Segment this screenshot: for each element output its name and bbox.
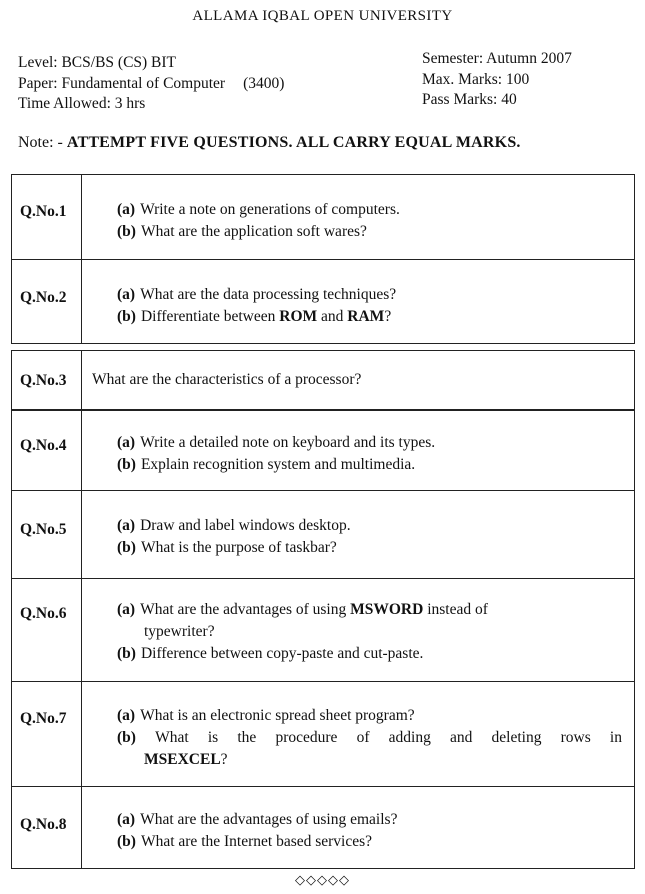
instructions-note <box>18 134 521 152</box>
semester-line: Semester: Autumn 2007 <box>422 50 572 67</box>
question-number: Q.No.4 <box>12 411 82 490</box>
part-a: What are the advantages of using MSWORD instead of <box>140 601 488 618</box>
question-number: Q.No.2 <box>12 260 82 343</box>
question-body: (a) What are the data processing techniques? (b) Differentiate between ROM and RAM? <box>117 286 397 325</box>
part-a: What is an electronic spread sheet program? <box>140 707 415 724</box>
note-text: ATTEMPT FIVE QUESTIONS. ALL CARRY EQUAL MARKS. <box>66 134 521 151</box>
question-body: (a) Draw and label windows desktop. (b) What is the purpose of taskbar? <box>117 517 351 556</box>
university-title: ALLAMA IQBAL OPEN UNIVERSITY <box>192 8 453 24</box>
part-a-continued: typewriter? <box>144 623 215 640</box>
pass-marks-line: Pass Marks: 40 <box>422 91 517 108</box>
max-marks-line: Max. Marks: 100 <box>422 70 530 88</box>
exam-info-left <box>18 53 284 115</box>
end-ornament: ◇◇◇◇◇ <box>295 872 350 887</box>
question-body: (a) What are the advantages of using MSWORD instead of typewriter? (b) Difference between copy-paste and cut-paste. <box>117 599 622 665</box>
question-8 <box>11 786 635 869</box>
note-prefix: Note: - <box>18 134 67 151</box>
question-1 <box>11 174 635 260</box>
part-a: Write a note on generations of computers. <box>140 201 400 218</box>
part-a: What are the data processing techniques? <box>140 286 397 303</box>
question-2 <box>11 259 635 344</box>
level-line: Level: BCS/BS (CS) BIT <box>18 54 177 71</box>
part-b: What are the application soft wares? <box>140 223 367 240</box>
question-body: (a) What is an electronic spread sheet program? (b) What is the procedure of adding and deleting rows in MSEXCEL? <box>117 705 622 771</box>
part-b-continued: MSEXCEL? <box>144 751 228 768</box>
time-line: Time Allowed: 3 hrs <box>18 95 146 112</box>
paper-name: Paper: Fundamental of Computer <box>18 74 226 92</box>
paper-line <box>18 74 284 95</box>
exam-info-right <box>422 49 572 111</box>
part-b: Differentiate between ROM and RAM? <box>140 308 392 325</box>
question-number: Q.No.7 <box>12 682 82 786</box>
question-3 <box>11 350 635 410</box>
question-6 <box>11 578 635 682</box>
question-4 <box>11 410 635 491</box>
question-number: Q.No.6 <box>12 579 82 681</box>
question-body: (a) What are the advantages of using emails? (b) What are the Internet based services? <box>117 811 398 850</box>
question-number: Q.No.3 <box>12 351 82 409</box>
paper-code: (3400) <box>243 74 285 92</box>
question-5 <box>11 490 635 579</box>
part-b: (b) What is the procedure of adding and deleting rows in <box>117 729 622 746</box>
question-text: What are the characteristics of a processor? <box>92 371 362 388</box>
question-number: Q.No.8 <box>12 787 82 868</box>
part-a: Write a detailed note on keyboard and its types. <box>140 434 436 451</box>
question-7 <box>11 681 635 787</box>
part-b: Explain recognition system and multimedia. <box>140 456 416 473</box>
part-a: Draw and label windows desktop. <box>140 517 351 534</box>
question-number: Q.No.1 <box>12 175 82 259</box>
part-a: What are the advantages of using emails? <box>140 811 398 828</box>
question-body: (a) Write a note on generations of computers. (b) What are the application soft wares? <box>117 201 400 240</box>
question-number: Q.No.5 <box>12 491 82 578</box>
part-b: What is the purpose of taskbar? <box>140 539 337 556</box>
part-b: What are the Internet based services? <box>140 833 373 850</box>
part-b: Difference between copy-paste and cut-paste. <box>140 645 424 662</box>
question-body: (a) Write a detailed note on keyboard and its types. (b) Explain recognition system and multimedia. <box>117 434 436 473</box>
